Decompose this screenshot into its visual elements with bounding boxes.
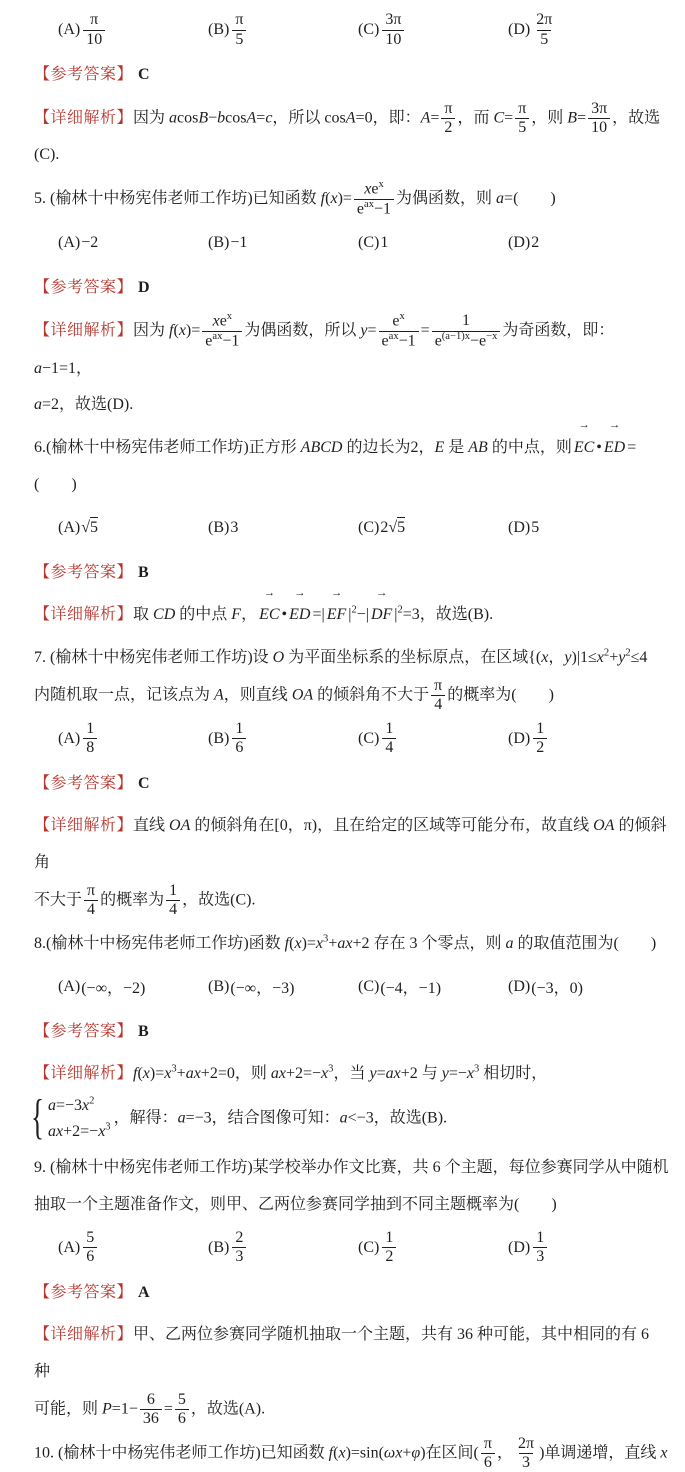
question-stem-line: 内随机取一点，记该点为 A，则直线 OA 的倾斜角不大于 $\frac{\pi}{4}$ 的概率为( )	[34, 677, 554, 714]
math-italic: f	[169, 322, 174, 340]
analysis-label: 【详细解析】	[34, 109, 134, 127]
question-block	[34, 430, 669, 504]
option-item: (B) −1	[208, 233, 248, 251]
math-italic: x	[364, 180, 372, 198]
fraction: $\frac{xe^x}{e^{ax}-1}$	[354, 180, 394, 218]
question-stem-line: 5. (榆林十中杨宪伟老师工作坊)已知函数 f(x)= $\frac{xe^x}{e^{ax}-1}$ 为偶函数，则 a=( )	[34, 179, 556, 218]
fraction: $\frac{5}{6}$	[83, 1229, 97, 1267]
answer-line	[34, 271, 669, 305]
math-italic: OA	[169, 817, 191, 835]
option-item: (D) (−3，0)	[508, 977, 583, 998]
option-label: (A)	[58, 518, 81, 536]
vector-arrow: → ED	[289, 597, 310, 634]
analysis-label: 【详细解析】	[34, 1326, 134, 1344]
fraction: $\frac{1}{4}$	[166, 882, 180, 920]
math-italic: a	[34, 359, 42, 377]
option-label: (C)	[358, 518, 380, 536]
option-item: (D) 2	[508, 233, 540, 251]
option-item	[208, 1229, 358, 1267]
math-italic: x	[395, 1444, 403, 1462]
fraction: $\frac{\pi}{4}$	[431, 677, 445, 715]
option-item: (A) −2	[58, 233, 99, 251]
option-item	[58, 11, 208, 49]
math-italic: O	[272, 649, 285, 667]
math-italic: AB	[468, 439, 488, 457]
answer-label: 【参考答案】	[34, 278, 134, 296]
fraction: $\frac{3\pi}{10}$	[382, 11, 404, 49]
fraction: $\frac{\pi}{6}$	[481, 1435, 495, 1472]
option-item	[208, 720, 358, 758]
analysis-block	[34, 1317, 669, 1428]
option-label: (A)	[58, 729, 81, 747]
fraction: $\frac{\pi}{10}$	[83, 11, 105, 49]
analysis-text-line: 可能，则 P=1− $\frac{6}{36}$ = $\frac{5}{6}$ ，故选(A).	[34, 1390, 266, 1428]
fraction: $\frac{\pi}{4}$	[84, 882, 98, 920]
superscript: 2	[351, 605, 357, 617]
analysis-label: 【详细解析】	[34, 817, 134, 835]
analysis-text-line: 【详细解析】取 CD 的中点 F， → EC • → ED =| → EF $|^2-|$ → DF $|^2=3$，故选(B).	[34, 597, 669, 634]
math-italic: y	[369, 1065, 377, 1083]
superscript: 3	[323, 933, 329, 945]
vector-arrow: → EF	[327, 597, 347, 634]
question-stem-line: 10. (榆林十中杨宪伟老师工作坊)已知函数 f(x)=sin(ωx+φ)在区间( $\frac{\pi}{6}$ ， $\frac{2\pi}{3}$ )单调递增，直线 x	[34, 1434, 668, 1472]
fraction: $\frac{1}{6}$	[232, 720, 246, 758]
radical: √ 5	[81, 517, 98, 538]
math-italic: OA	[593, 817, 615, 835]
option-item: (C) (−4，−1)	[358, 977, 442, 998]
math-italic: C	[493, 109, 505, 127]
option-label: (C)	[358, 233, 380, 251]
question-stem-line: 9. (榆林十中杨宪伟老师工作坊)某学校举办作文比赛，共 6 个主题，每位参赛同学从中随机	[34, 1159, 669, 1177]
math-italic: x	[164, 1065, 172, 1083]
options-row	[34, 1228, 669, 1268]
analysis-label: 【详细解析】	[34, 1065, 134, 1083]
superscript: x	[226, 311, 233, 323]
math-italic: x	[541, 649, 549, 667]
math-italic: A	[345, 109, 356, 127]
superscript: ax	[388, 330, 399, 342]
question-stem-line: 7. (榆林十中杨宪伟老师工作坊)设 O 为平面坐标系的坐标原点，在区域{(x，$y)|1\le x^2+y^2\le 4$	[34, 647, 648, 667]
superscript: 3	[171, 1063, 177, 1075]
math-italic: B	[567, 109, 578, 127]
math-italic: ax	[48, 1122, 64, 1140]
math-italic: E	[434, 439, 445, 457]
option-item	[58, 720, 208, 758]
option-label: (B)	[208, 977, 230, 995]
option-label: (B)	[208, 21, 230, 38]
fraction: $\frac{\pi}{2}$	[441, 100, 455, 138]
superscript: 2	[89, 1095, 95, 1107]
option-label: (D)	[508, 1238, 531, 1256]
option-label: (C)	[358, 729, 380, 747]
fraction: $\frac{3\pi}{10}$	[588, 100, 610, 138]
question-block	[34, 1150, 669, 1224]
fraction: $\frac{1}{2}$	[382, 1229, 396, 1267]
options-row	[34, 719, 669, 759]
math-italic: x	[178, 322, 186, 340]
superscript: 3	[474, 1063, 480, 1075]
math-italic: x	[660, 1444, 668, 1462]
math-italic: f	[284, 934, 290, 952]
analysis-text-line: 不大于 $\frac{\pi}{4}$ 的概率为 $\frac{1}{4}$ ，故选(C).	[34, 881, 256, 919]
fraction: $\frac{xe^x}{e^{ax}-1}$	[202, 312, 242, 350]
answer-line	[34, 1015, 669, 1049]
math-italic: A	[246, 109, 257, 127]
option-item	[508, 1229, 658, 1267]
option-label: (D)	[508, 977, 531, 995]
fraction: $\frac{1}{2}$	[533, 720, 547, 758]
option-label: (A)	[58, 977, 81, 995]
option-label: (A)	[58, 1238, 81, 1256]
math-italic: x	[315, 934, 324, 952]
question-stem-line: 8.(榆林十中杨宪伟老师工作坊)函数 $f(x)=x^3+ax+2$ 存在 3 个零点，则 a 的取值范围为( )	[34, 933, 657, 952]
option-item	[358, 11, 508, 49]
analysis-text-line: 【详细解析】直线 OA 的倾斜角在[0，π)，且在给定的区域等可能分布，故直线 OA 的倾斜角	[34, 817, 667, 872]
math-italic: x	[212, 312, 220, 330]
math-italic: x	[596, 649, 604, 667]
math-italic: x	[330, 190, 338, 208]
superscript: x	[399, 311, 405, 323]
math-italic: f	[133, 1065, 138, 1083]
math-italic: y	[441, 1065, 449, 1083]
math-italic: a	[505, 934, 514, 952]
answer-value: B	[138, 1022, 149, 1040]
math-italic: A	[420, 109, 431, 127]
answer-value: C	[138, 774, 150, 792]
answer-value: D	[138, 278, 150, 296]
question-block	[34, 180, 669, 218]
option-item	[508, 11, 658, 49]
option-item	[508, 720, 658, 758]
math-italic: ω	[383, 1444, 396, 1462]
option-label: (C)	[358, 1238, 380, 1256]
math-italic: x	[98, 1122, 106, 1140]
fraction: $\frac{\pi}{5}$	[515, 100, 529, 138]
math-italic: φ	[411, 1444, 421, 1462]
question-stem-line: 抽取一个主题准备作文，则甲、乙两位参赛同学抽到不同主题概率为( )	[34, 1195, 557, 1213]
question-block	[34, 1435, 669, 1472]
math-italic: a	[34, 396, 42, 414]
analysis-label: 【详细解析】	[34, 606, 134, 624]
math-italic: x	[82, 1096, 90, 1114]
fraction: $\frac{1}{e^{(a-1)x}-e^{-x}}$	[432, 312, 501, 350]
answer-label: 【参考答案】	[34, 1022, 134, 1040]
fraction: $\frac{1}{8}$	[83, 720, 97, 758]
math-italic: a	[177, 1109, 186, 1127]
math-italic: x	[142, 1065, 150, 1083]
option-label: (D)	[508, 21, 531, 38]
math-italic: a	[496, 190, 505, 208]
option-item	[208, 11, 358, 49]
superscript: −x	[486, 330, 498, 342]
math-italic: a	[169, 109, 178, 127]
answer-line	[34, 1276, 669, 1310]
superscript: (a−1)x	[441, 330, 470, 342]
fraction: $\frac{2}{3}$	[232, 1229, 246, 1267]
math-italic: ax	[337, 934, 353, 952]
math-italic: b	[217, 109, 226, 127]
superscript: 2	[625, 647, 631, 659]
analysis-text-line: { $a=-3x^2$ $ax+2=-x^3$ ，解得：a=−3，结合图像可知：a<−3，故选(B).	[34, 1093, 669, 1144]
answer-value: A	[138, 1283, 150, 1301]
superscript: 2	[397, 605, 403, 617]
math-italic: F	[231, 606, 242, 624]
radical: √ 5	[388, 517, 405, 538]
superscript: 3	[105, 1121, 111, 1133]
answer-line	[34, 58, 669, 92]
fraction: $\frac{1}{4}$	[382, 720, 396, 758]
answer-label: 【参考答案】	[34, 1283, 134, 1301]
analysis-text-line: 【详细解析】甲、乙两位参赛同学随机抽取一个主题，共有 36 种可能，其中相同的有 6 种	[34, 1326, 650, 1381]
option-item	[58, 517, 208, 538]
options-row	[34, 967, 669, 1007]
question-block	[34, 640, 669, 715]
superscript: ax	[212, 330, 223, 342]
math-italic: f	[328, 1444, 334, 1462]
fraction: $\frac{1}{3}$	[533, 1229, 547, 1267]
options-row	[34, 10, 669, 50]
math-italic: ax	[185, 1065, 201, 1083]
superscript: 3	[328, 1063, 334, 1075]
option-label: (B)	[208, 1238, 230, 1256]
option-item: (B) (−∞，−3)	[208, 977, 295, 998]
option-label: (D)	[508, 518, 531, 536]
vector-arrow: → EC	[574, 430, 594, 467]
option-item	[358, 720, 508, 758]
superscript: x	[378, 179, 384, 191]
superscript: 2	[603, 647, 610, 659]
math-italic: c	[265, 109, 273, 127]
fraction: $\frac{\pi}{5}$	[232, 11, 246, 49]
answer-label: 【参考答案】	[34, 774, 134, 792]
equation-system: { $a=-3x^2$ $ax+2=-x^3$	[37, 1093, 111, 1144]
option-label: (B)	[208, 729, 230, 747]
answer-line	[34, 556, 669, 590]
math-italic: f	[320, 190, 326, 208]
option-label: (B)	[208, 233, 230, 251]
option-label: (D)	[508, 729, 531, 747]
vector-arrow: → DF	[371, 597, 392, 634]
analysis-text-line: 【详细解析】因为 acosB−bcosA=c，所以 cosA=0，即：A= $\frac{\pi}{2}$ ，而 C= $\frac{\pi}{5}$ ，则 B= $\frac{3\pi}{10}$ ，故选(C).	[34, 99, 661, 164]
vector-arrow: → ED	[604, 430, 625, 467]
superscript: ax	[364, 198, 374, 210]
answer-label: 【参考答案】	[34, 563, 134, 581]
math-italic: ax	[385, 1065, 401, 1083]
fraction: $\frac{2\pi}{5}$	[536, 11, 553, 48]
math-italic: x	[294, 934, 302, 952]
option-label: (D)	[508, 233, 531, 251]
option-item	[358, 1229, 508, 1267]
math-italic: OA	[291, 686, 314, 704]
option-label: (C)	[358, 21, 380, 38]
math-italic: B	[198, 109, 209, 127]
analysis-block	[34, 312, 669, 424]
answer-value: B	[138, 563, 149, 581]
analysis-block	[34, 100, 669, 175]
math-italic: a	[339, 1109, 348, 1127]
option-label: (B)	[208, 518, 230, 536]
math-italic: x	[466, 1065, 474, 1083]
question-stem-line: 6.(榆林十中杨宪伟老师工作坊)正方形 ABCD 的边长为2，E 是 AB 的中点，则 → EC • → ED =( )	[34, 430, 669, 504]
vector-arrow: → EC	[259, 597, 279, 634]
math-italic: ABCD	[300, 439, 343, 457]
option-label: (A)	[58, 21, 81, 38]
analysis-text-line: a=2，故选(D).	[34, 396, 134, 414]
fraction: $\frac{e^x}{e^{ax}-1}$	[379, 312, 419, 350]
math-italic: P	[102, 1400, 112, 1418]
analysis-label: 【详细解析】	[34, 322, 134, 340]
math-italic: x	[338, 1444, 346, 1462]
math-italic: y	[564, 649, 572, 667]
answer-line	[34, 767, 669, 801]
math-italic: y	[360, 322, 368, 340]
option-label: (C)	[358, 977, 380, 995]
fraction: $\frac{2\pi}{3}$	[517, 1434, 535, 1472]
analysis-block	[34, 1056, 669, 1144]
question-block	[34, 926, 669, 963]
math-italic: a	[48, 1096, 56, 1114]
option-item: (C) 1	[358, 233, 389, 251]
math-italic: ax	[270, 1065, 286, 1083]
option-item: (A) (−∞，−2)	[58, 977, 146, 998]
fraction: $\frac{6}{36}$	[140, 1391, 162, 1429]
analysis-text-line: 【详细解析】因为 f(x)= $\frac{xe^x}{e^{ax}-1}$ 为偶函数，所以 y= $\frac{e^x}{e^{ax}-1}$ = $\frac{1}{e^{(a-1)x}-e^{-x}}$ 为奇函数，即：a−1=1，	[34, 311, 615, 377]
option-label: (A)	[58, 233, 81, 251]
option-item	[58, 1229, 208, 1267]
fraction: $\frac{5}{6}$	[175, 1391, 189, 1429]
math-italic: A	[214, 686, 224, 704]
math-italic: y	[618, 649, 626, 667]
analysis-block	[34, 808, 669, 919]
options-row	[34, 223, 669, 263]
math-italic: CD	[153, 606, 176, 624]
analysis-text-line: 【详细解析】$f(x)=x^3+ax+2=0$，则 $ax+2=-x^3$，当 y=ax+2 与 $y=-x^3$ 相切时，	[34, 1063, 548, 1083]
analysis-block	[34, 597, 669, 634]
options-row	[34, 508, 669, 548]
option-item: (D) 5	[508, 518, 540, 536]
answer-value: C	[138, 66, 150, 83]
math-italic: x	[321, 1065, 329, 1083]
answer-label: 【参考答案】	[34, 66, 134, 83]
option-item: (B) 3	[208, 518, 239, 536]
option-item: (C) 2 √ 5	[358, 517, 508, 538]
